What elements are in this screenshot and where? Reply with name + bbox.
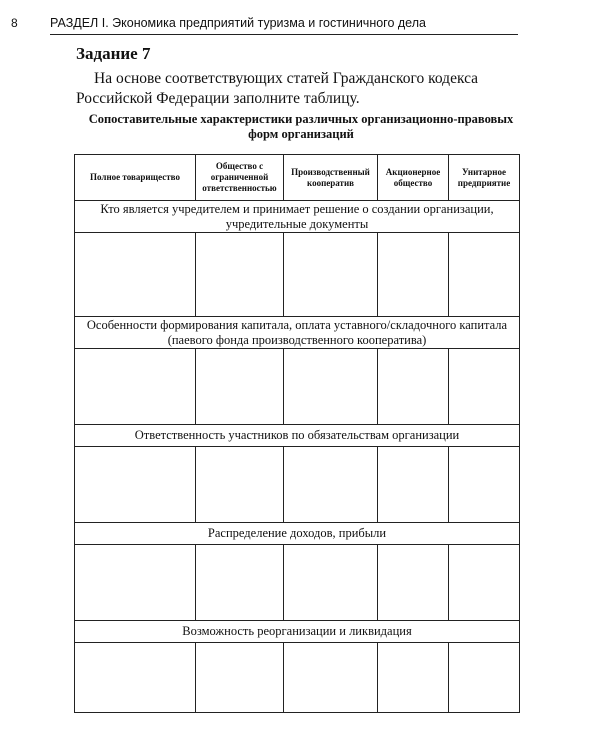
entry-cell[interactable]	[196, 545, 284, 621]
entry-cell[interactable]	[284, 643, 378, 713]
section-liability: Ответственность участников по обязательствам организации	[75, 425, 520, 447]
entry-cell[interactable]	[75, 643, 196, 713]
entry-cell[interactable]	[449, 545, 520, 621]
entry-cell[interactable]	[378, 447, 449, 523]
entry-cell[interactable]	[449, 349, 520, 425]
entry-cell[interactable]	[284, 349, 378, 425]
page-number: 8	[11, 16, 18, 30]
entry-cell[interactable]	[449, 447, 520, 523]
entry-cell[interactable]	[378, 643, 449, 713]
comparison-table	[74, 154, 520, 713]
entry-cell[interactable]	[284, 545, 378, 621]
entry-cell[interactable]	[284, 447, 378, 523]
entry-row	[75, 447, 520, 523]
section-founders: Кто является учредителем и принимает решение о создании организации, учредительные документы	[75, 201, 520, 233]
running-title: РАЗДЕЛ I. Экономика предприятий туризма и гостиничного дела	[50, 16, 426, 30]
column-header-full-partnership: Полное товарищество	[75, 155, 196, 201]
entry-cell[interactable]	[75, 447, 196, 523]
entry-cell[interactable]	[378, 233, 449, 317]
column-header-production-cooperative: Производственный кооператив	[284, 155, 378, 201]
column-header-unitary-enterprise: Унитарное предприятие	[449, 155, 520, 201]
entry-cell[interactable]	[75, 349, 196, 425]
running-head	[50, 12, 518, 35]
entry-cell[interactable]	[449, 233, 520, 317]
section-row	[75, 317, 520, 349]
task-title: Задание 7	[76, 44, 151, 63]
entry-cell[interactable]	[75, 545, 196, 621]
table-caption: Сопоставительные характеристики различных организационно-правовых форм организаций	[88, 112, 514, 141]
entry-row	[75, 643, 520, 713]
section-row	[75, 425, 520, 447]
entry-cell[interactable]	[284, 233, 378, 317]
entry-row	[75, 545, 520, 621]
entry-cell[interactable]	[196, 233, 284, 317]
entry-cell[interactable]	[75, 233, 196, 317]
entry-cell[interactable]	[378, 545, 449, 621]
entry-cell[interactable]	[196, 447, 284, 523]
section-row	[75, 523, 520, 545]
section-row	[75, 201, 520, 233]
section-row	[75, 621, 520, 643]
entry-cell[interactable]	[378, 349, 449, 425]
entry-cell[interactable]	[196, 349, 284, 425]
entry-row	[75, 233, 520, 317]
entry-cell[interactable]	[196, 643, 284, 713]
entry-cell[interactable]	[449, 643, 520, 713]
section-profit-distribution: Распределение доходов, прибыли	[75, 523, 520, 545]
section-capital: Особенности формирования капитала, оплата уставного/складочного капитала (паевого фонда производственного кооператива)	[75, 317, 520, 349]
entry-row	[75, 349, 520, 425]
section-reorganization: Возможность реорганизации и ликвидация	[75, 621, 520, 643]
column-header-llc: Общество с ограниченной ответственностью	[196, 155, 284, 201]
task-instruction: На основе соответствующих статей Гражданского кодекса Российской Федерации заполните таблицу.	[76, 70, 479, 107]
column-header-joint-stock-company: Акционерное общество	[378, 155, 449, 201]
table-header-row	[75, 155, 520, 201]
